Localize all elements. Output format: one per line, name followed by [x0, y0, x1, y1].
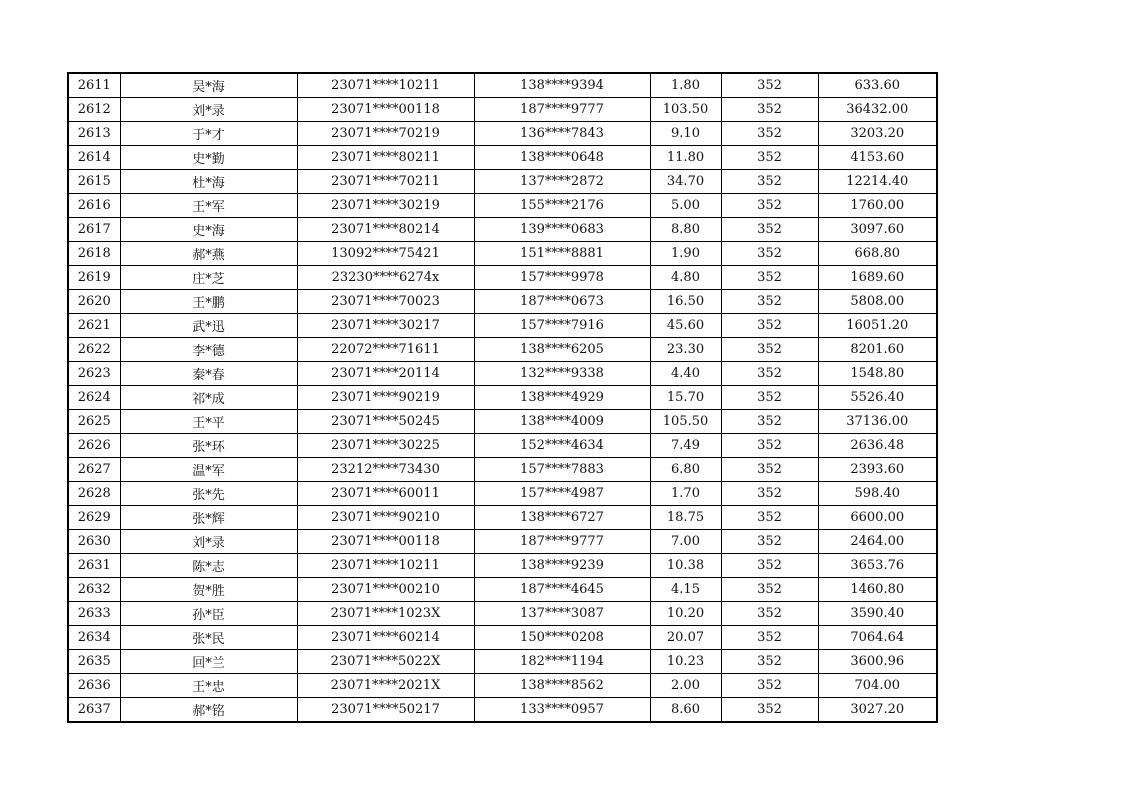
row-number-cell: 2618 [68, 242, 120, 266]
row-number-cell: 2619 [68, 266, 120, 290]
quantity-cell: 10.23 [650, 650, 721, 674]
table-row [68, 506, 937, 530]
amount-cell: 7064.64 [818, 626, 937, 650]
quantity-cell: 7.49 [650, 434, 721, 458]
amount-cell: 36432.00 [818, 98, 937, 122]
quantity-cell: 1.70 [650, 482, 721, 506]
name-cell: 王*平 [120, 410, 297, 434]
name-cell: 张*辉 [120, 506, 297, 530]
amount-cell: 3027.20 [818, 698, 937, 723]
rate-cell: 352 [721, 146, 818, 170]
name-cell: 郝*燕 [120, 242, 297, 266]
quantity-cell: 4.80 [650, 266, 721, 290]
name-cell: 于*才 [120, 122, 297, 146]
name-cell: 王*军 [120, 194, 297, 218]
id-number-cell: 23071****80211 [297, 146, 474, 170]
id-number-cell: 23071****50245 [297, 410, 474, 434]
rate-cell: 352 [721, 314, 818, 338]
rate-cell: 352 [721, 458, 818, 482]
phone-cell: 151****8881 [474, 242, 650, 266]
rate-cell: 352 [721, 506, 818, 530]
table-row [68, 266, 937, 290]
phone-cell: 187****0673 [474, 290, 650, 314]
amount-cell: 16051.20 [818, 314, 937, 338]
table-row [68, 554, 937, 578]
phone-cell: 139****0683 [474, 218, 650, 242]
rate-cell: 352 [721, 242, 818, 266]
rate-cell: 352 [721, 482, 818, 506]
table-row [68, 458, 937, 482]
row-number-cell: 2621 [68, 314, 120, 338]
phone-cell: 132****9338 [474, 362, 650, 386]
rate-cell: 352 [721, 73, 818, 98]
quantity-cell: 7.00 [650, 530, 721, 554]
phone-cell: 138****9394 [474, 73, 650, 98]
amount-cell: 4153.60 [818, 146, 937, 170]
quantity-cell: 2.00 [650, 674, 721, 698]
row-number-cell: 2629 [68, 506, 120, 530]
rate-cell: 352 [721, 98, 818, 122]
quantity-cell: 8.60 [650, 698, 721, 723]
phone-cell: 138****0648 [474, 146, 650, 170]
id-number-cell: 23071****00210 [297, 578, 474, 602]
row-number-cell: 2611 [68, 73, 120, 98]
phone-cell: 138****6727 [474, 506, 650, 530]
phone-cell: 187****9777 [474, 530, 650, 554]
phone-cell: 157****9978 [474, 266, 650, 290]
rate-cell: 352 [721, 386, 818, 410]
table-row [68, 290, 937, 314]
quantity-cell: 1.80 [650, 73, 721, 98]
name-cell: 王*忠 [120, 674, 297, 698]
quantity-cell: 103.50 [650, 98, 721, 122]
table-row [68, 362, 937, 386]
row-number-cell: 2620 [68, 290, 120, 314]
amount-cell: 1548.80 [818, 362, 937, 386]
rate-cell: 352 [721, 626, 818, 650]
name-cell: 郝*铭 [120, 698, 297, 723]
id-number-cell: 23071****30217 [297, 314, 474, 338]
table-row [68, 194, 937, 218]
phone-cell: 138****4009 [474, 410, 650, 434]
phone-cell: 138****6205 [474, 338, 650, 362]
phone-cell: 157****7883 [474, 458, 650, 482]
quantity-cell: 10.38 [650, 554, 721, 578]
table-row [68, 146, 937, 170]
name-cell: 张*先 [120, 482, 297, 506]
table-row [68, 626, 937, 650]
table-row [68, 338, 937, 362]
phone-cell: 150****0208 [474, 626, 650, 650]
name-cell: 庄*芝 [120, 266, 297, 290]
table-row [68, 122, 937, 146]
rate-cell: 352 [721, 362, 818, 386]
table-body [68, 73, 937, 722]
quantity-cell: 10.20 [650, 602, 721, 626]
rate-cell: 352 [721, 602, 818, 626]
row-number-cell: 2627 [68, 458, 120, 482]
table-row [68, 314, 937, 338]
quantity-cell: 45.60 [650, 314, 721, 338]
row-number-cell: 2624 [68, 386, 120, 410]
amount-cell: 1760.00 [818, 194, 937, 218]
name-cell: 刘*录 [120, 98, 297, 122]
quantity-cell: 11.80 [650, 146, 721, 170]
quantity-cell: 4.40 [650, 362, 721, 386]
name-cell: 秦*春 [120, 362, 297, 386]
row-number-cell: 2631 [68, 554, 120, 578]
rate-cell: 352 [721, 698, 818, 723]
name-cell: 史*勤 [120, 146, 297, 170]
id-number-cell: 23071****80214 [297, 218, 474, 242]
row-number-cell: 2630 [68, 530, 120, 554]
name-cell: 刘*录 [120, 530, 297, 554]
row-number-cell: 2625 [68, 410, 120, 434]
row-number-cell: 2633 [68, 602, 120, 626]
row-number-cell: 2636 [68, 674, 120, 698]
name-cell: 张*民 [120, 626, 297, 650]
phone-cell: 157****7916 [474, 314, 650, 338]
row-number-cell: 2637 [68, 698, 120, 723]
amount-cell: 3203.20 [818, 122, 937, 146]
quantity-cell: 20.07 [650, 626, 721, 650]
name-cell: 杜*海 [120, 170, 297, 194]
id-number-cell: 13092****75421 [297, 242, 474, 266]
row-number-cell: 2622 [68, 338, 120, 362]
name-cell: 孙*臣 [120, 602, 297, 626]
id-number-cell: 23071****5022X [297, 650, 474, 674]
id-number-cell: 23071****1023X [297, 602, 474, 626]
name-cell: 祁*成 [120, 386, 297, 410]
amount-cell: 3653.76 [818, 554, 937, 578]
id-number-cell: 23071****70219 [297, 122, 474, 146]
id-number-cell: 23071****30225 [297, 434, 474, 458]
table-row [68, 674, 937, 698]
table-row [68, 650, 937, 674]
rate-cell: 352 [721, 578, 818, 602]
phone-cell: 138****9239 [474, 554, 650, 578]
phone-cell: 152****4634 [474, 434, 650, 458]
id-number-cell: 23071****70023 [297, 290, 474, 314]
amount-cell: 5526.40 [818, 386, 937, 410]
quantity-cell: 18.75 [650, 506, 721, 530]
phone-cell: 182****1194 [474, 650, 650, 674]
name-cell: 张*环 [120, 434, 297, 458]
quantity-cell: 105.50 [650, 410, 721, 434]
amount-cell: 6600.00 [818, 506, 937, 530]
quantity-cell: 5.00 [650, 194, 721, 218]
amount-cell: 633.60 [818, 73, 937, 98]
id-number-cell: 23071****90210 [297, 506, 474, 530]
quantity-cell: 15.70 [650, 386, 721, 410]
table-row [68, 242, 937, 266]
rate-cell: 352 [721, 290, 818, 314]
quantity-cell: 4.15 [650, 578, 721, 602]
row-number-cell: 2626 [68, 434, 120, 458]
amount-cell: 1689.60 [818, 266, 937, 290]
table-row [68, 482, 937, 506]
amount-cell: 3097.60 [818, 218, 937, 242]
phone-cell: 187****4645 [474, 578, 650, 602]
amount-cell: 2464.00 [818, 530, 937, 554]
table-row [68, 602, 937, 626]
rate-cell: 352 [721, 194, 818, 218]
table-row [68, 530, 937, 554]
quantity-cell: 16.50 [650, 290, 721, 314]
id-number-cell: 23071****10211 [297, 73, 474, 98]
phone-cell: 138****8562 [474, 674, 650, 698]
name-cell: 陈*志 [120, 554, 297, 578]
table-row [68, 170, 937, 194]
amount-cell: 12214.40 [818, 170, 937, 194]
table-row [68, 218, 937, 242]
table-row [68, 578, 937, 602]
amount-cell: 2393.60 [818, 458, 937, 482]
rate-cell: 352 [721, 170, 818, 194]
id-number-cell: 23071****50217 [297, 698, 474, 723]
quantity-cell: 1.90 [650, 242, 721, 266]
name-cell: 李*德 [120, 338, 297, 362]
table-row [68, 98, 937, 122]
table-row [68, 386, 937, 410]
row-number-cell: 2628 [68, 482, 120, 506]
id-number-cell: 23071****30219 [297, 194, 474, 218]
row-number-cell: 2615 [68, 170, 120, 194]
row-number-cell: 2613 [68, 122, 120, 146]
rate-cell: 352 [721, 266, 818, 290]
rate-cell: 352 [721, 338, 818, 362]
rate-cell: 352 [721, 410, 818, 434]
row-number-cell: 2635 [68, 650, 120, 674]
quantity-cell: 8.80 [650, 218, 721, 242]
amount-cell: 668.80 [818, 242, 937, 266]
table-row [68, 73, 937, 98]
amount-cell: 8201.60 [818, 338, 937, 362]
id-number-cell: 23071****10211 [297, 554, 474, 578]
phone-cell: 136****7843 [474, 122, 650, 146]
name-cell: 王*鹏 [120, 290, 297, 314]
id-number-cell: 23071****00118 [297, 98, 474, 122]
id-number-cell: 23230****6274x [297, 266, 474, 290]
name-cell: 吴*海 [120, 73, 297, 98]
row-number-cell: 2632 [68, 578, 120, 602]
rate-cell: 352 [721, 674, 818, 698]
rate-cell: 352 [721, 218, 818, 242]
rate-cell: 352 [721, 122, 818, 146]
id-number-cell: 23212****73430 [297, 458, 474, 482]
table-row [68, 434, 937, 458]
amount-cell: 598.40 [818, 482, 937, 506]
amount-cell: 5808.00 [818, 290, 937, 314]
phone-cell: 157****4987 [474, 482, 650, 506]
quantity-cell: 6.80 [650, 458, 721, 482]
rate-cell: 352 [721, 530, 818, 554]
amount-cell: 1460.80 [818, 578, 937, 602]
phone-cell: 138****4929 [474, 386, 650, 410]
row-number-cell: 2614 [68, 146, 120, 170]
id-number-cell: 23071****20114 [297, 362, 474, 386]
row-number-cell: 2616 [68, 194, 120, 218]
name-cell: 史*海 [120, 218, 297, 242]
rate-cell: 352 [721, 434, 818, 458]
row-number-cell: 2623 [68, 362, 120, 386]
amount-cell: 37136.00 [818, 410, 937, 434]
name-cell: 贺*胜 [120, 578, 297, 602]
row-number-cell: 2634 [68, 626, 120, 650]
table-row [68, 410, 937, 434]
amount-cell: 3590.40 [818, 602, 937, 626]
quantity-cell: 34.70 [650, 170, 721, 194]
id-number-cell: 23071****70211 [297, 170, 474, 194]
phone-cell: 187****9777 [474, 98, 650, 122]
amount-cell: 3600.96 [818, 650, 937, 674]
id-number-cell: 23071****60214 [297, 626, 474, 650]
quantity-cell: 9.10 [650, 122, 721, 146]
name-cell: 温*军 [120, 458, 297, 482]
phone-cell: 137****2872 [474, 170, 650, 194]
quantity-cell: 23.30 [650, 338, 721, 362]
phone-cell: 137****3087 [474, 602, 650, 626]
name-cell: 回*兰 [120, 650, 297, 674]
id-number-cell: 22072****71611 [297, 338, 474, 362]
id-number-cell: 23071****00118 [297, 530, 474, 554]
rate-cell: 352 [721, 554, 818, 578]
amount-cell: 704.00 [818, 674, 937, 698]
id-number-cell: 23071****90219 [297, 386, 474, 410]
row-number-cell: 2617 [68, 218, 120, 242]
id-number-cell: 23071****60011 [297, 482, 474, 506]
data-table [67, 72, 938, 723]
amount-cell: 2636.48 [818, 434, 937, 458]
row-number-cell: 2612 [68, 98, 120, 122]
phone-cell: 155****2176 [474, 194, 650, 218]
phone-cell: 133****0957 [474, 698, 650, 723]
rate-cell: 352 [721, 650, 818, 674]
id-number-cell: 23071****2021X [297, 674, 474, 698]
table-row [68, 698, 937, 723]
name-cell: 武*迅 [120, 314, 297, 338]
